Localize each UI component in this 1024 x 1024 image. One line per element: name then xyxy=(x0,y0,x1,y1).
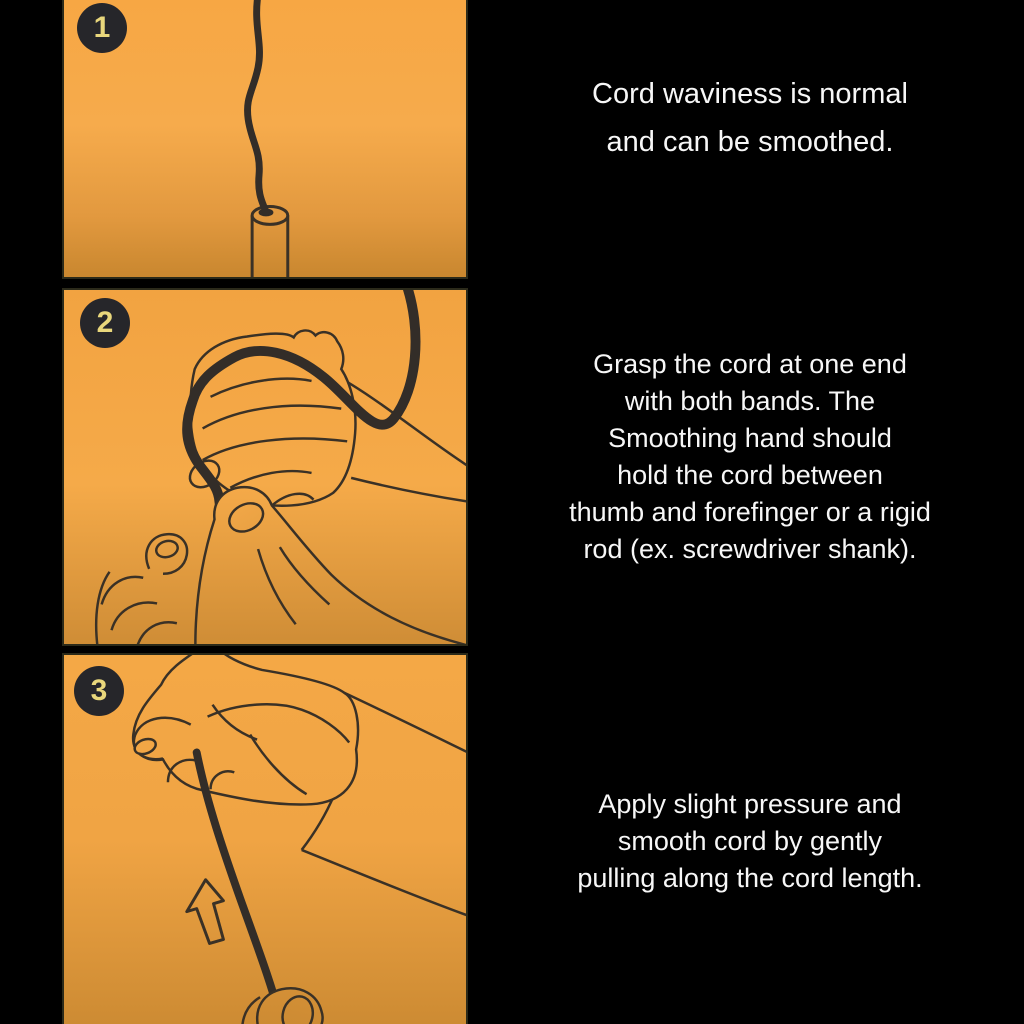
step-badge-3 xyxy=(74,666,124,716)
caption-line: smooth cord by gently xyxy=(617,826,883,856)
step-caption-1 xyxy=(495,70,1005,166)
step-badge-2 xyxy=(80,298,130,348)
step-panel-3 xyxy=(62,653,468,1024)
step-number: 3 xyxy=(90,674,108,707)
step-badge-1 xyxy=(77,3,127,53)
cord-in-tube-illustration xyxy=(64,0,466,277)
step-caption-2 xyxy=(483,346,1017,568)
caption-line: rod (ex. screwdriver shank). xyxy=(583,534,917,564)
caption-line: pulling along the cord length. xyxy=(577,863,923,893)
step-panel-2 xyxy=(62,288,468,646)
caption-line: Grasp the cord at one end xyxy=(593,349,907,379)
caption-line: Cord waviness is normal xyxy=(592,78,908,110)
caption-line: with both bands. The xyxy=(624,386,876,416)
step-caption-3 xyxy=(483,786,1017,897)
grasping-hands-illustration xyxy=(64,290,466,644)
step-number: 2 xyxy=(96,306,114,339)
step-number: 1 xyxy=(93,11,111,44)
caption-line: Smoothing hand should xyxy=(608,423,892,453)
caption-line: Apply slight pressure and xyxy=(598,789,902,819)
tube-shape xyxy=(252,207,288,277)
caption-line: and can be smoothed. xyxy=(606,126,894,158)
caption-line: thumb and forefinger or a rigid xyxy=(569,497,931,527)
pulling-cord-illustration xyxy=(64,655,466,1024)
caption-line: hold the cord between xyxy=(617,460,883,490)
step-panel-1 xyxy=(62,0,468,279)
